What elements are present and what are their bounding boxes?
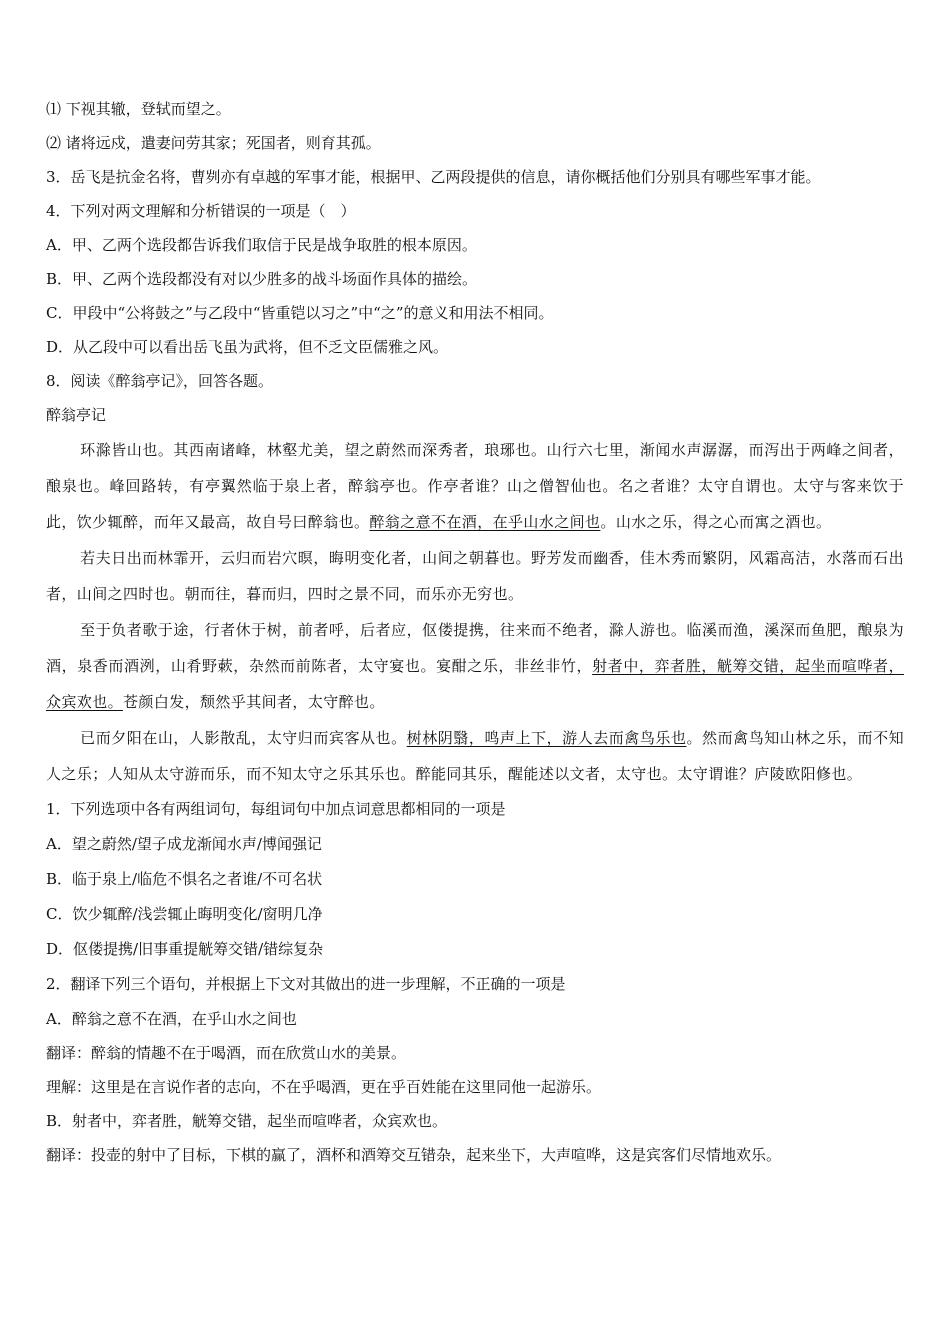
translation-line: 翻译：投壶的射中了目标，下棋的赢了，酒杯和酒筹交互错杂，起来坐下，大声喧哗，这是宾客们尽情地欢乐。 xyxy=(46,1146,782,1164)
option-line: C．甲段中“公将鼓之”与乙段中“皆重铠以习之”中“之”的意义和用法不相同。 xyxy=(46,304,554,322)
option-line: B．射者中，弈者胜，觥筹交错，起坐而喧哗者，众宾欢也。 xyxy=(46,1112,448,1130)
essay-text: 已而夕阳在山，人影散乱，太守归而宾客从也。 xyxy=(80,729,407,747)
question-line: 8．阅读《醉翁亭记》，回答各题。 xyxy=(46,372,274,390)
translation-line: 翻译：醉翁的情趣不在于喝酒，而在欣赏山水的美景。 xyxy=(46,1044,407,1062)
option-line: A．望之蔚然/望子成龙渐闻水声/博闻强记 xyxy=(46,835,322,853)
question-line: 1．下列选项中各有两组词句，每组词句中加点词意思都相同的一项是 xyxy=(46,800,506,818)
essay-text: 。山水之乐，得之心而寓之酒也。 xyxy=(600,513,832,531)
option-line: A．甲、乙两个选段都告诉我们取信于民是战争取胜的根本原因。 xyxy=(46,236,477,254)
option-line: B．甲、乙两个选段都没有对以少胜多的战斗场面作具体的描绘。 xyxy=(46,270,478,288)
option-line: D．从乙段中可以看出岳飞虽为武将，但不乏文臣儒雅之风。 xyxy=(46,338,449,356)
question-line: 2．翻译下列三个语句，并根据上下文对其做出的进一步理解，不正确的一项是 xyxy=(46,975,566,993)
essay-text: 环滁皆山也。其西南诸峰，林壑尤美，望之蔚然而深秀者，琅琊也。山行六七里，渐闻水声潺潺，而泻出于两峰之间者，酿泉也。峰回路转，有亭翼然临于泉上者，醉翁亭也。作亭者谁？山之僧智仙也。名之者谁？太守自谓也。太守与客来饮于此，饮少辄醉，而年又最高，故自号曰醉翁也。 xyxy=(46,441,904,531)
essay-text: 苍颜白发，颓然乎其间者，太守醉也。 xyxy=(123,693,385,711)
underlined-text: 树林阴翳，鸣声上下，游人去而禽鸟乐也 xyxy=(406,729,687,747)
question-line: 3．岳飞是抗金名将，曹刿亦有卓越的军事才能，根据甲、乙两段提供的信息，请你概括他们分别具有哪些军事才能。 xyxy=(46,168,821,186)
underlined-text: 醉翁之意不在酒，在乎山水之间也 xyxy=(369,513,601,531)
question-line: ⑵ 诸将远戍，遣妻问劳其家；死国者，则育其孤。 xyxy=(46,134,381,152)
essay-body xyxy=(46,432,904,792)
option-line: A．醉翁之意不在酒，在乎山水之间也 xyxy=(46,1010,297,1028)
option-line: B．临于泉上/临危不惧名之者谁/不可名状 xyxy=(46,870,323,888)
essay-paragraph-1 xyxy=(46,432,904,540)
option-line: C．饮少辄醉/浅尝辄止晦明变化/窗明几净 xyxy=(46,905,323,923)
essay-text: 。然而禽鸟知山林之乐，而不知人之乐；人知从太守游而乐，而不知太守之乐其乐也。醉能同其乐，醒能述以文者，太守也。太守谓谁？庐陵欧阳修也。 xyxy=(46,729,905,783)
document-page xyxy=(46,92,906,1172)
essay-paragraph-3 xyxy=(46,612,904,720)
understanding-line: 理解：这里是在言说作者的志向，不在乎喝酒，更在乎百姓能在这里同他一起游乐。 xyxy=(46,1078,602,1096)
question-line: ⑴ 下视其辙，登轼而望之。 xyxy=(46,100,231,118)
essay-title: 醉翁亭记 xyxy=(46,406,107,424)
essay-paragraph-4 xyxy=(46,720,904,792)
question-line: 4．下列对两文理解和分析错误的一项是（ ） xyxy=(46,202,356,220)
underlined-text: 射者中，弈者胜，觥筹交错，起坐而喧哗者，众宾欢也。 xyxy=(46,657,904,711)
option-line: D．伛偻提携/旧事重提觥筹交错/错综复杂 xyxy=(46,940,324,958)
essay-text: 至于负者歌于途，行者休于树，前者呼，后者应，伛偻提携，往来而不绝者，滁人游也。临溪而渔，溪深而鱼肥，酿泉为酒，泉香而酒洌，山肴野蔌，杂然而前陈者，太守宴也。宴酣之乐，非丝非竹， xyxy=(46,621,904,675)
essay-text: 若夫日出而林霏开，云归而岩穴暝，晦明变化者，山间之朝暮也。野芳发而幽香，佳木秀而繁阴，风霜高洁，水落而石出者，山间之四时也。朝而往，暮而归，四时之景不同，而乐亦无穷也。 xyxy=(46,549,904,603)
essay-paragraph-2 xyxy=(46,540,904,612)
